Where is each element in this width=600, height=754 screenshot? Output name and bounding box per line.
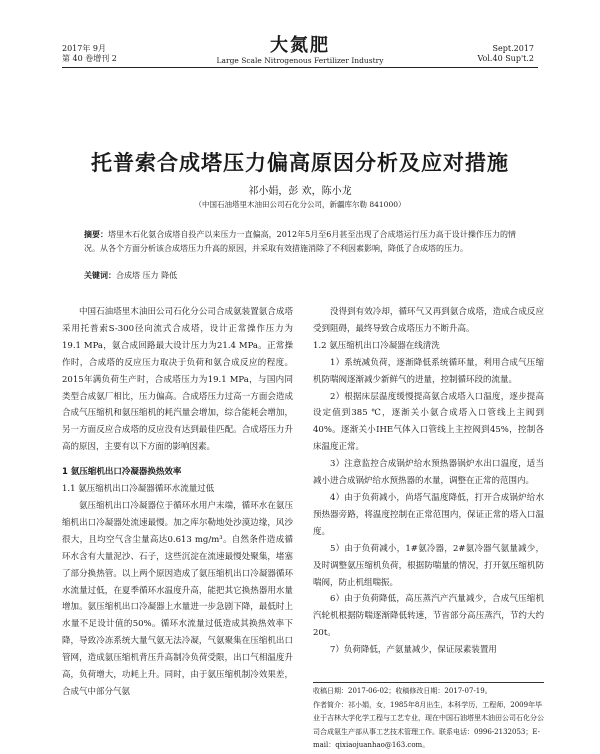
article-authors: 祁小娟，彭 欢，陈小龙 bbox=[248, 186, 352, 197]
journal-volume: 第 40 卷增刊 2 bbox=[62, 54, 117, 63]
paragraph-continued: 没得到有效冷却，循环气又再到氨合成塔，造成合成反应受到阻碍，最终导致合成塔压力不断升高。 bbox=[313, 307, 544, 334]
footnote-received: 收稿日期：2017-06-02；收稿修改日期：2017-07-19。 bbox=[313, 687, 492, 695]
list-item: 5）由于负荷减小，1#氨冷器，2#氨冷器气氨量减少，及时调整氨压缩机负荷，根据防喘量的情况，打开氨压缩机防喘阀，防止机组喘振。 bbox=[313, 543, 544, 588]
list-item: 1）系统减负荷，逐渐降低系统循环量，利用合成气压缩机防喘阀逐渐减少新鲜气的进量，控制循环段的流量。 bbox=[313, 357, 544, 385]
article-affiliation: （中国石油塔里木油田公司石化分公司，新疆库尔勒 841000） bbox=[194, 200, 406, 209]
list-item: 6）由于负荷降低，高压蒸汽产汽量减少，合成气压缩机汽轮机根据防喘逐渐降低转速，节省部分高压蒸汽，节约大约20t。 bbox=[313, 594, 544, 639]
footnote-author-bio: 作者简介：祁小娟，女，1985年8月出生，本科学历，工程师，2009年毕业于吉林大学化学工程与工艺专业，现在中国石油塔里木油田公司石化分公司合成氨生产部从事工艺技术管理工作。联系电话：0996-2132053；E-mail：qixiaojuanhao@163.com。 bbox=[313, 700, 544, 749]
header-rule bbox=[62, 67, 538, 68]
abstract bbox=[84, 227, 516, 256]
abstract-text: 塔里木石化氨合成塔自投产以来压力一直偏高，2012年5月至6月甚至出现了合成塔运行压力高于设计操作压力的情况。从各个方面分析该合成塔压力升高的原因，并采取有效措施消除了不利因素影响，降低了合成塔的压力。 bbox=[84, 230, 516, 253]
subsection-heading-1-1: 1.1 氨压缩机出口冷凝器循环水流量过低 bbox=[62, 484, 215, 495]
intro-paragraph: 中国石油塔里木油田公司石化分公司合成氨装置氨合成塔采用托普索S-300径向流式合成塔，设计正常操作压力为19.1 MPa，氨合成回路最大设计压力为21.4 MPa。正常操作时，合成塔的反应压力取决于负荷和氨合成反应的程度。2015年满负荷生产时，合成塔压力为19.1 MPa，与国内同类型合成氨厂相比，压力偏高。合成塔压力过高一方面会造成合成气压缩机和氨压缩机的耗汽量会增加，综合能耗会增加，另一方面反应合成塔的反应没有达到最佳匹配。合成塔压力升高的原因，主要有以下方面的影响因素。 bbox=[62, 307, 293, 453]
list-item: 2）根据床层温度缓慢提高氨合成塔入口温度，逐步提高设定值到385 ℃，逐渐关小氨合成塔入口管线上主阀到40%。逐渐关小IHE气体入口管线上主控阀到45%，控制各床温度正常。 bbox=[313, 391, 544, 453]
list-item: 3）注意监控合成锅炉给水预热器锅炉水出口温度，适当减小进合成锅炉给水预热器的水量，调整在正常的范围内。 bbox=[313, 459, 544, 487]
keywords-label: 关键词： bbox=[84, 270, 116, 280]
section-heading-1: 1 氨压缩机出口冷凝器换热效率 bbox=[62, 467, 182, 478]
journal-volume-en: Vol.40 Sup't.2 bbox=[477, 54, 534, 63]
list-item: 4）由于负荷减小，尚塔气温度降低，打开合成锅炉给水预热器旁路，将温度控制在正常范围内，保证正常的塔入口温度。 bbox=[313, 492, 544, 537]
subsection-heading-1-2: 1.2 氨压缩机出口冷凝器在线清洗 bbox=[313, 340, 440, 351]
paragraph-1-1: 氨压缩机出口冷凝器位于循环水用户末端，循环水在氨压缩机出口冷凝器处流速最慢。加之库尔勒地处沙漠边缘，风沙很大，且均空气含尘量高达0.613 mg/m³。自然条件造成循环水含有大量泥沙、石子，这些沉淀在流速最慢处聚集，堵塞了部分换热管。以上两个原因造成了氨压缩机出口冷凝器循环水流量过低，在夏季循环水温度升高，能把其它换热器用水量增加。氨压缩机出口冷凝器上水量进一步急剧下降，最低时上水量不足设计值的50%。循环水流量过低造成其换热效率下降，导致冷冻系统大量气氨无法冷凝，气氨聚集在压缩机出口管网，造成氨压缩机背压升高制冷负荷受限，出口气相温度升高，负荷增大，功耗上升。同时，由于氨压缩机制冷效果差，合成气中部分气氨 bbox=[62, 500, 293, 697]
keywords bbox=[84, 270, 516, 281]
journal-date-en: Sept.2017 bbox=[492, 44, 534, 53]
journal-date: 2017年 9月 bbox=[62, 44, 106, 53]
journal-date-volume-en bbox=[478, 44, 534, 64]
journal-logo: 大氮肥 bbox=[270, 35, 330, 56]
keywords-text: 合成塔 压力 降低 bbox=[116, 271, 178, 280]
left-column bbox=[62, 304, 293, 701]
journal-english-name: Large Scale Nitrogenous Fertilizer Industry bbox=[216, 56, 384, 65]
list-item: 7）负荷降低，产氨量减少，保证尿素装置用 bbox=[330, 645, 497, 656]
footnote bbox=[313, 682, 544, 753]
right-column bbox=[313, 304, 544, 659]
article-title: 托普索合成塔压力偏高原因分析及应对措施 bbox=[91, 151, 509, 175]
abstract-label: 摘要： bbox=[84, 229, 109, 239]
